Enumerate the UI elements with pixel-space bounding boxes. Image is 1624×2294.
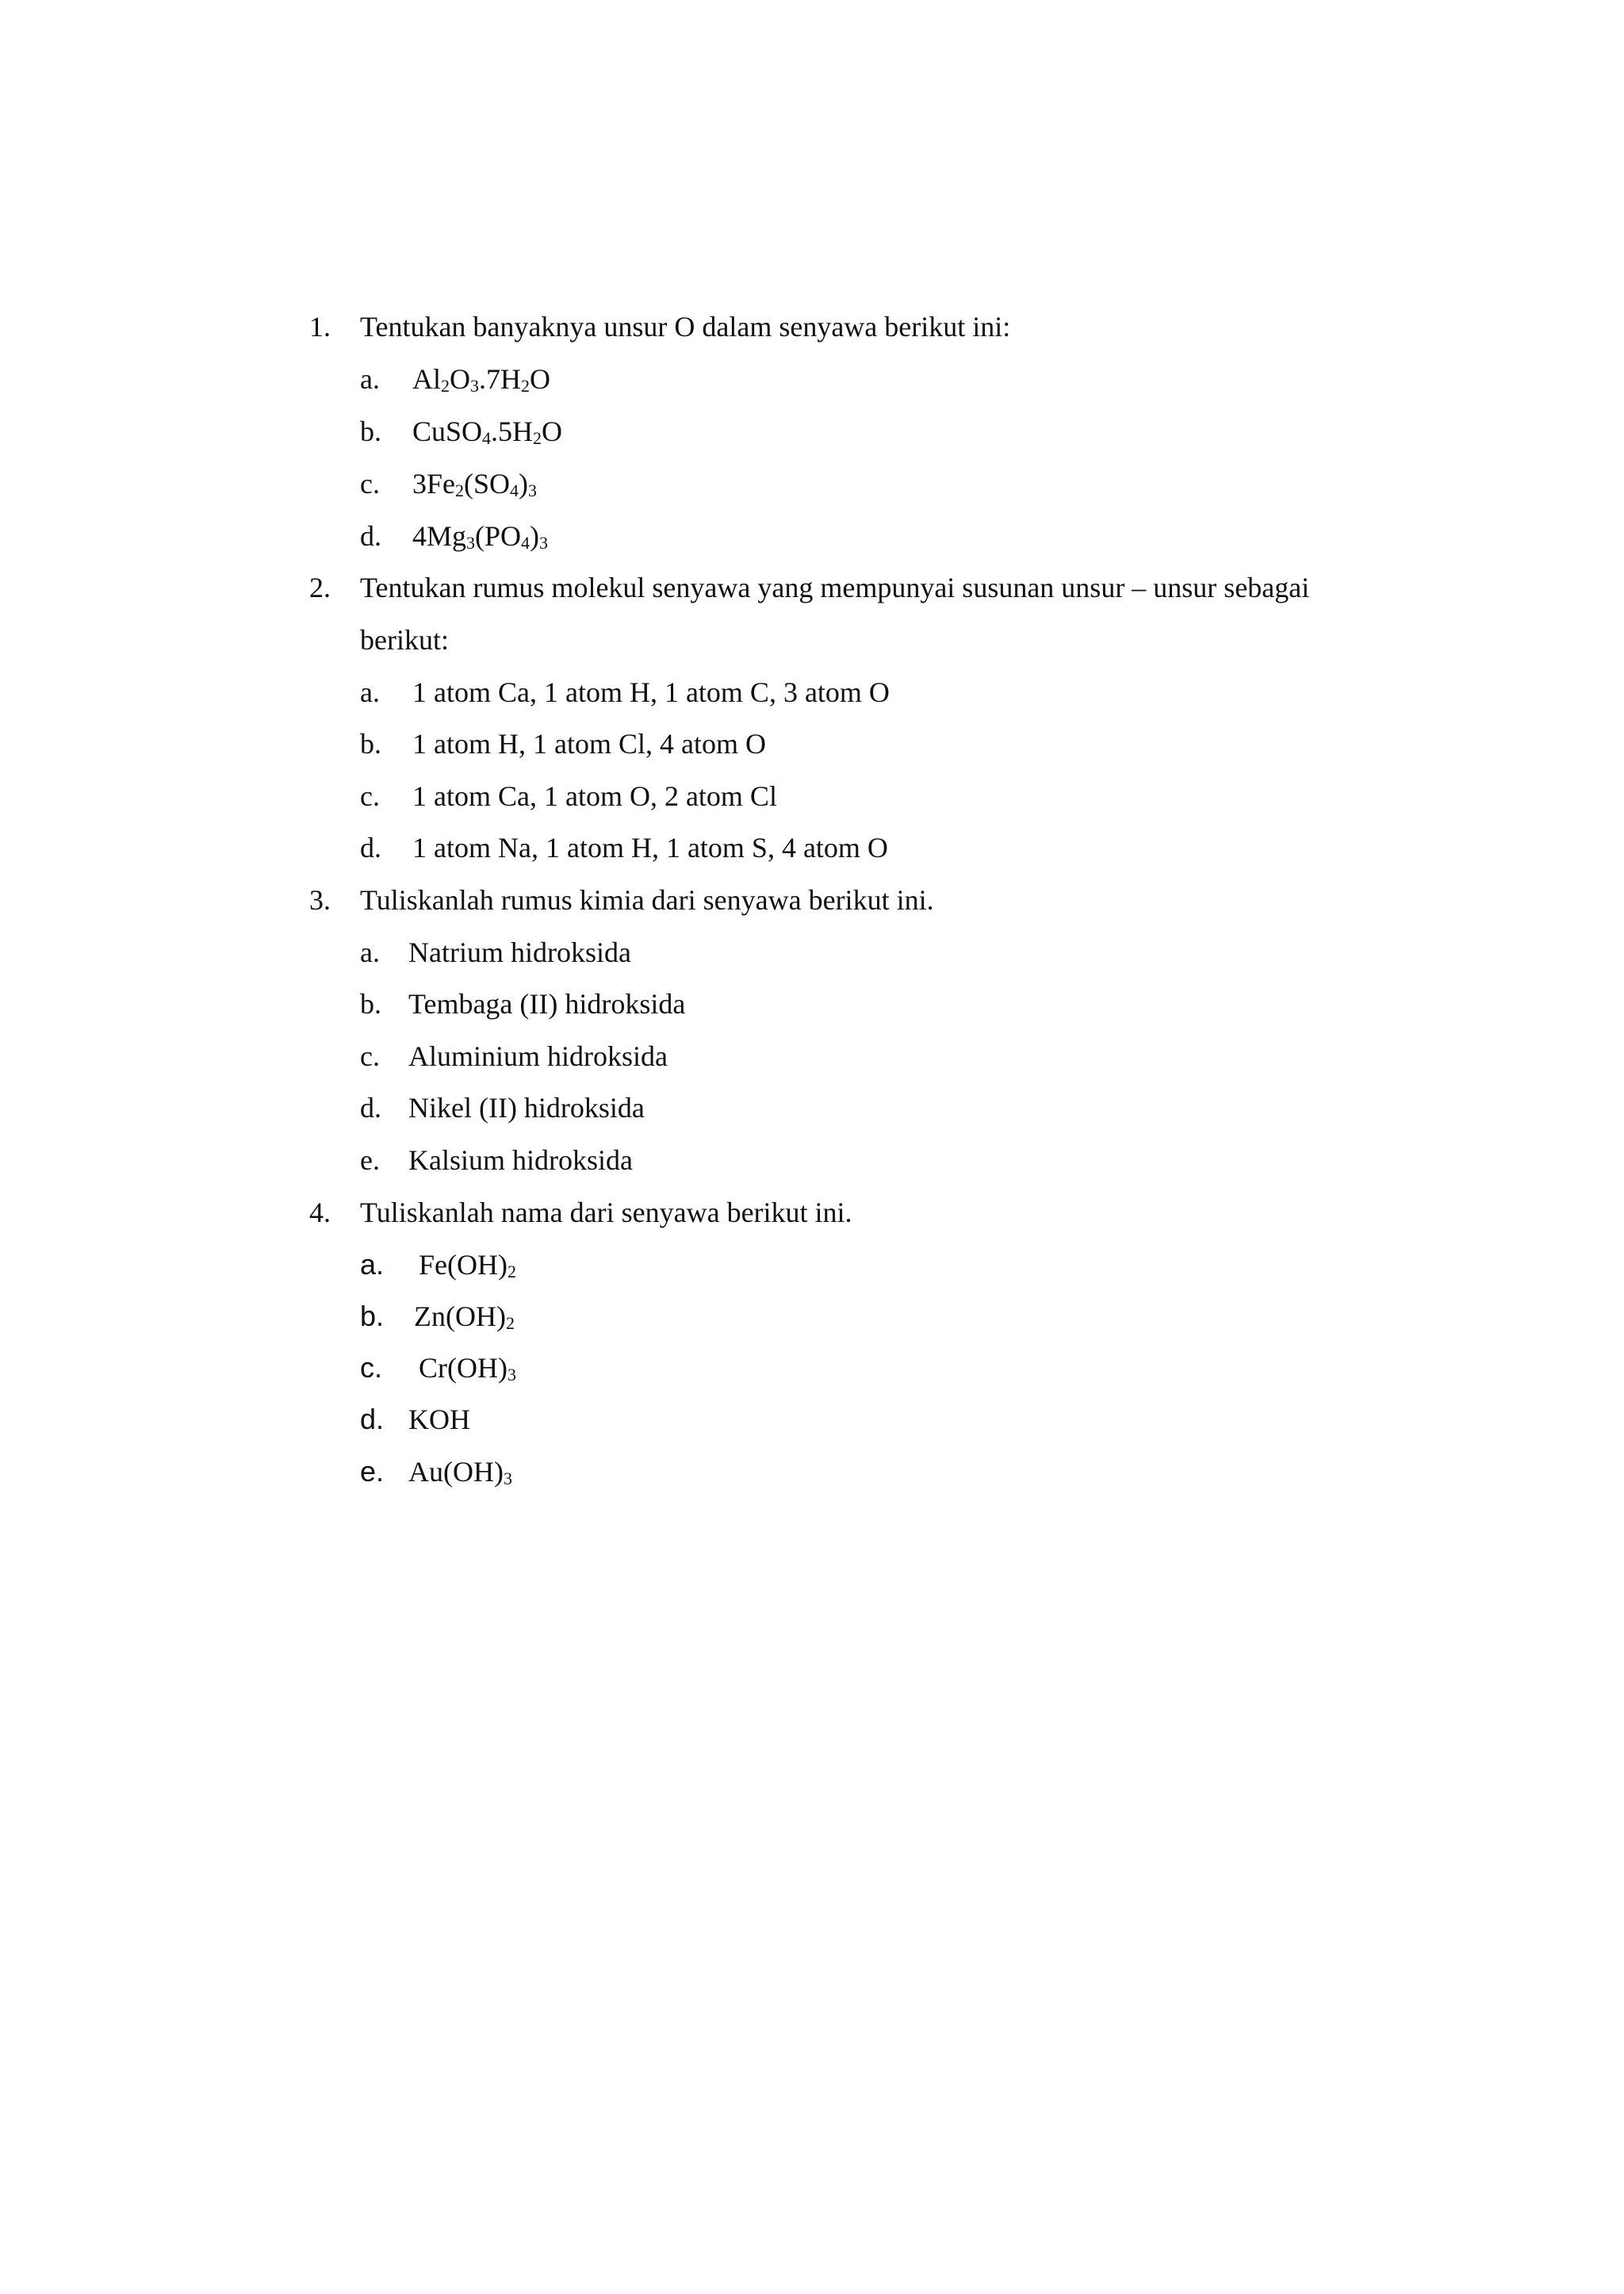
item-text: Kalsium hidroksida	[408, 1144, 633, 1176]
item-text: Tembaga (II) hidroksida	[408, 988, 686, 1020]
item-text: 1 atom H, 1 atom Cl, 4 atom O	[412, 728, 766, 760]
chemical-formula: $3Fe_2(SO_4)_3$	[412, 468, 538, 500]
item-text: Natrium hidroksida	[408, 936, 631, 968]
item-letter: d.	[360, 1403, 385, 1435]
question-text: Tuliskanlah rumus kimia dari senyawa berikut ini.	[360, 884, 934, 916]
formula-subscript: 3	[539, 533, 549, 553]
question-number: 3.	[309, 884, 331, 916]
question-text: Tentukan banyaknya unsur O dalam senyawa berikut ini:	[360, 311, 1011, 343]
item-letter: e.	[360, 1144, 380, 1176]
item-letter: b.	[360, 728, 381, 760]
formula-subscript: 3	[528, 481, 538, 500]
item-letter: b.	[360, 416, 381, 447]
formula-subscript: 2	[505, 1313, 515, 1333]
item-letter: a.	[360, 676, 380, 708]
item-letter: b.	[360, 988, 381, 1020]
formula-subscript: 4	[521, 533, 530, 553]
chemical-formula: $Au(OH)_3$	[408, 1456, 512, 1488]
item-text: 1 atom Na, 1 atom H, 1 atom S, 4 atom O	[412, 832, 888, 864]
item-letter: b.	[360, 1300, 385, 1332]
formula-subscript: 2	[533, 428, 542, 448]
item-letter: c.	[360, 1351, 383, 1384]
chemical-formula: $Zn(OH)_2$	[414, 1300, 515, 1333]
chemical-formula: $Cr(OH)_3$	[419, 1352, 516, 1384]
question-text: Tentukan rumus molekul senyawa yang mempunyai susunan unsur – unsur sebagai	[360, 572, 1310, 603]
item-letter: a.	[360, 363, 380, 395]
item-letter: d.	[360, 832, 381, 864]
formula-subscript: 3	[507, 1365, 516, 1384]
chemical-formula: $Al_2O_3.7H_2O$	[412, 363, 550, 396]
item-text: Nikel (II) hidroksida	[408, 1092, 645, 1124]
formula-subscript: 4	[510, 481, 519, 500]
formula-subscript: 3	[503, 1469, 512, 1488]
question-number: 4.	[309, 1197, 331, 1228]
formula-subscript: 2	[455, 481, 464, 500]
formula-subscript: 2	[521, 376, 530, 396]
chemical-formula: $Fe(OH)_2$	[419, 1249, 516, 1281]
item-letter: c.	[360, 468, 380, 500]
item-letter: e.	[360, 1455, 385, 1488]
chemical-formula: $CuSO_4.5H_2O$	[412, 416, 563, 448]
question-text-continued: berikut:	[360, 624, 449, 656]
question-text: Tuliskanlah nama dari senyawa berikut ini.	[360, 1197, 852, 1228]
formula-subscript: 2	[441, 376, 450, 396]
formula-subscript: 2	[507, 1262, 516, 1281]
formula-subscript: 3	[466, 533, 476, 553]
item-letter: c.	[360, 1040, 380, 1072]
question-number: 1.	[309, 311, 331, 343]
formula-subscript: 3	[470, 376, 479, 396]
item-text: Aluminium hidroksida	[408, 1040, 668, 1072]
item-text: 1 atom Ca, 1 atom O, 2 atom Cl	[412, 780, 777, 812]
item-letter: d.	[360, 1092, 381, 1124]
question-number: 2.	[309, 572, 331, 603]
item-letter: c.	[360, 780, 380, 812]
item-letter: a.	[360, 1248, 385, 1281]
item-letter: a.	[360, 936, 380, 968]
item-letter: d.	[360, 520, 381, 552]
chemical-formula: $4Mg_3(PO_4)_3$	[412, 520, 549, 553]
formula-subscript: 4	[482, 428, 492, 448]
item-text: 1 atom Ca, 1 atom H, 1 atom C, 3 atom O	[412, 676, 890, 708]
chemical-formula: KOH	[408, 1404, 470, 1435]
